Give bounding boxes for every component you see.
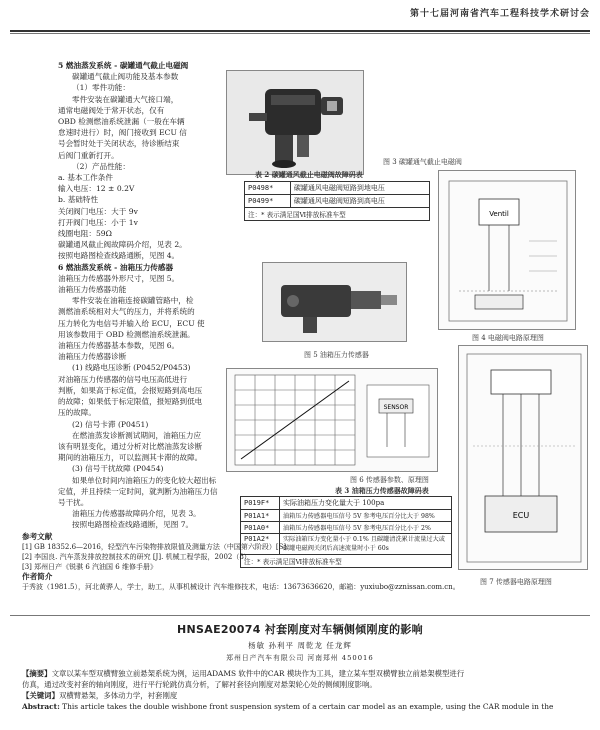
table-note: 注：* 表示满足国Ⅵ排放标准车型 [241, 555, 452, 568]
header-rule [10, 30, 590, 32]
table-row [245, 182, 430, 195]
author-heading: 作者简介 [22, 572, 53, 581]
text-line: 零件安装在碳罐通大气接口端， [72, 94, 179, 104]
figure-6-label: SENSOR [383, 404, 409, 411]
text-line: (2) 信号卡滞 (P0451) [72, 419, 149, 429]
text-line: 按照电路图检查线路通断，见图 4。 [58, 251, 180, 261]
table-3-title: 表 3 油箱压力传感器故障码表 [335, 486, 429, 495]
text-line: 该有明显变化，通过分析对比燃油蒸发诊断 [58, 441, 203, 451]
figure-4-label: Ventil [489, 210, 509, 218]
text-line: 输入电压：12 ± 0.2V [58, 184, 135, 194]
reference-item: [2] 李国良. 汽车蒸发排放控制技术的研究 [J]. 机械工程学报，2002（8） [22, 553, 251, 561]
paper-affiliation: 郑州日产汽车有限公司 河南郑州 450016 [226, 654, 374, 662]
table-cell-code: P0498* [245, 182, 291, 195]
paper-title: HNSAE20074 衬套刚度对车辆侧倾刚度的影响 [177, 623, 423, 636]
text-line: 按照电路图检查线路通断，见图 7。 [72, 520, 194, 530]
text-line: 压的故障。 [58, 408, 96, 418]
header-rule-thin [10, 33, 590, 34]
table-note: 注：* 表示满足国Ⅵ排放标准车型 [245, 208, 430, 221]
text-line: 油箱压力传感器基本参数，见图 6。 [58, 341, 180, 351]
valve-circuit-drawing [439, 171, 576, 330]
section-heading: 5 燃油蒸发系统 - 碳罐通气截止电磁阀 [58, 61, 189, 70]
text-line: 后阀门重新打开。 [58, 150, 119, 160]
table-cell-desc: 实际油箱压力变化量小于 0.1% 且碳罐清洗累计流量过大或碳罐电磁阀关闭后高速流量时小于 60s [280, 534, 452, 555]
text-line: 线圈电阻：59Ω [58, 229, 112, 239]
table-cell-code: P0499* [245, 195, 291, 208]
figure-7-sensor-circuit-diagram [458, 345, 588, 570]
table-row [245, 208, 430, 221]
figure-5-caption: 图 5 油箱压力传感器 [304, 351, 369, 359]
table-cell-desc: 油箱压力传感器电压信号 5V 参考电压百分比小于 2% [280, 522, 452, 534]
text-line: 的故障；如果低于标定限值，报短路到低电 [58, 397, 203, 407]
text-line: 怠速时进行）时，阀门接收到 ECU 信 [58, 128, 187, 138]
sensor-parameter-graph [227, 369, 438, 472]
paper-authors: 杨敏 孙利平 周乾龙 任龙辉 [248, 641, 352, 650]
abstract-cn-line-1: 文章以某车型双横臂独立前悬架系统为例，运用ADAMS 软件中的CAR 模块作为工具，建立某车型双横臂独立前悬架模型进行 [51, 669, 465, 678]
text-line: OBD 检测燃油系统泄漏（一般在车辆 [58, 117, 185, 127]
text-line: (1) 线路电压诊断 (P0452/P0453) [72, 363, 191, 373]
text-line: 定值，并且持续一定时间，就判断为油箱压力信 [58, 486, 218, 496]
text-line: 测燃油系统相对大气的压力，并将系统的 [58, 307, 195, 317]
reference-item: [1] GB 18352.6—2016，轻型汽车污染物排放限值及测量方法（中国第六阶段）[S] [22, 543, 287, 551]
text-line: 号干扰。 [58, 497, 89, 507]
text-line: 判断，如果高于标定值，会报短路到高电压 [58, 385, 203, 395]
sensor-circuit-drawing [459, 346, 588, 570]
text-line: 油箱压力传感器功能 [58, 285, 127, 295]
keywords-label: 【关键词】 [22, 691, 59, 700]
text-line: 油箱压力传感器外形尺寸，见图 5。 [58, 273, 180, 283]
text-line: 号会暂时处于关闭状态，待诊断结束 [58, 139, 180, 149]
references-heading: 参考文献 [22, 532, 53, 541]
table-2-fault-codes [244, 181, 430, 221]
author-bio: 于秀波（1981.5），河北黄骅人，学士，助工，从事机械设计 汽车维修技术，电话：13673636620，邮箱：yuxiubo@zznissan.com.cn。 [22, 583, 460, 591]
text-line: b. 基础特性 [58, 195, 99, 205]
figure-4-valve-circuit-diagram [438, 170, 576, 330]
table-cell-desc: 实际油箱压力变化量大于 100pa [280, 497, 452, 510]
figure-3-caption: 图 3 碳罐通气截止电磁阀 [383, 158, 462, 166]
pressure-sensor-image [263, 263, 407, 342]
table-cell-code: P01A0* [241, 522, 280, 534]
paper-abstract [22, 668, 590, 712]
references-section [22, 532, 460, 592]
text-line: 期间的油箱压力，可以监测其卡滞的故障。 [58, 453, 203, 463]
figure-4-caption: 图 4 电磁阀电路原理图 [472, 334, 544, 342]
text-line: 压力转化为电信号并输入给 ECU，ECU 使 [58, 318, 205, 328]
figure-6-caption: 图 6 传感器参数、原理图 [350, 476, 429, 484]
figure-5-pressure-sensor-photo [262, 262, 407, 342]
figure-3-solenoid-valve-photo [226, 70, 364, 175]
text-line: （1）零件功能： [72, 83, 130, 93]
text-line: 对油箱压力传感器的信号电压高低进行 [58, 374, 188, 384]
abstract-cn-line-2: 仿真，通过改变衬套的轴向刚度，进行平行轮跳仿真分析，了解衬套径向刚度对悬架轮心处的侧倾刚度影响。 [22, 680, 377, 689]
text-line: 打开阀门电压：小于 1v [58, 217, 138, 227]
table-cell-desc: 油箱压力传感器电压信号 5V 参考电压百分比大于 98% [280, 510, 452, 522]
text-line: (3) 信号干扰故障 (P0454) [72, 464, 164, 474]
text-line: 如果单位时间内油箱压力的变化较大超出标 [72, 475, 217, 485]
running-head: 第十七届河南省汽车工程科技学术研讨会 [409, 9, 590, 19]
table-cell-desc: 碳罐通风电磁阀短路到地电压 [290, 182, 429, 195]
reference-item: [3] 郑州日产《锐骐 6 汽油国 6 维修手册》 [22, 563, 157, 571]
abstract-en: This article takes the double wishbone front suspension system of a certain car model as an example, using the CAR module in the [62, 702, 554, 711]
table-2-title: 表 2 碳罐通风截止电磁阀故障码表 [255, 170, 363, 179]
keywords: 双横臂悬架，多体动力学，衬套刚度 [58, 691, 178, 700]
table-cell-code: P01A2* [241, 534, 280, 555]
figure-7-caption: 图 7 传感器电路原理图 [480, 578, 552, 586]
figure-7-label: ECU [512, 511, 530, 520]
text-line: （2）产品性能： [72, 161, 130, 171]
text-line: 在燃油蒸发诊断测试期间，油箱压力应 [72, 430, 202, 440]
text-line: 碳罐通气截止阀功能及基本参数 [72, 72, 179, 82]
table-row [241, 510, 452, 522]
figure-6-sensor-parameters [226, 368, 438, 472]
text-line: a. 基本工作条件 [58, 173, 113, 183]
table-row [241, 497, 452, 510]
table-row [245, 195, 430, 208]
solenoid-valve-image [227, 71, 364, 175]
table-cell-desc: 碳罐通风电磁阀短路到高电压 [290, 195, 429, 208]
section-divider [10, 615, 590, 616]
text-line: 油箱压力传感器诊断 [58, 352, 127, 362]
left-text-column [58, 60, 223, 531]
text-line: 关闭阀门电压：大于 9v [58, 206, 138, 216]
table-cell-code: P01A1* [241, 510, 280, 522]
text-line: 油箱压力传感器故障码介绍，见表 3。 [72, 509, 201, 519]
text-line: 通常电磁阀处于常开状态，仅有 [58, 105, 165, 115]
abstract-label: 【摘要】 [22, 669, 52, 678]
text-line: 碳罐通风截止阀故障码介绍，见表 2。 [58, 240, 187, 250]
table-cell-code: P019F* [241, 497, 280, 510]
section-heading: 6 燃油蒸发系统 - 油箱压力传感器 [58, 262, 174, 272]
text-line: 零件安装在油箱连接碳罐管路中，检 [72, 296, 194, 306]
text-line: 用该参数用于 OBD 检测燃油系统泄漏。 [58, 329, 195, 339]
abstract-en-label: Abstract: [22, 702, 60, 711]
